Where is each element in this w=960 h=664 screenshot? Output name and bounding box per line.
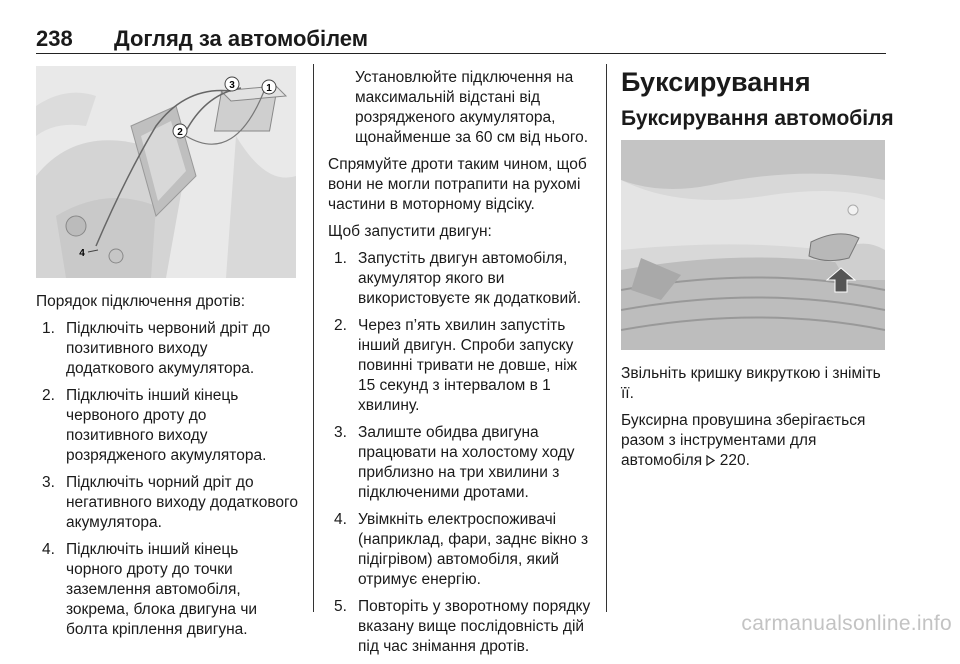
- header-rule: [36, 53, 886, 54]
- towing-eye-storage-text: Буксирна провушина зберігається разом з інструментами для автомобіля 220.: [621, 412, 866, 469]
- engine-bay-illustration: [36, 66, 296, 278]
- wiring-steps-list: [36, 319, 298, 640]
- list-item: 4. Увімкніть електроспоживачі (наприклад, фари, заднє вікно з підігрівом) автомобіля, який отримує енергію.: [334, 511, 589, 588]
- figure-label-3: 3: [229, 80, 235, 91]
- towing-eye-cover-figure: [621, 140, 885, 350]
- list-item: 2. Підключіть інший кінець червоного дроту до позитивного виходу розрядженого акумулятора.: [42, 387, 267, 464]
- figure-label-4: 4: [79, 248, 85, 259]
- list-item: 3. Підключіть чорний дріт до негативного виходу додаткового акумулятора.: [42, 474, 298, 531]
- column-divider-right: [606, 64, 607, 612]
- subsection-title: Буксирування автомобіля: [621, 107, 894, 130]
- bumper-illustration: [621, 140, 885, 350]
- list-item: 1. Запустіть двигун автомобіля, акумулятор якого ви використовуєте як додатковий.: [334, 250, 582, 307]
- column-2-text: [328, 68, 598, 664]
- continuation-text: Установлюйте підключення на максимальній відстані від розрядженого акумулятора, щонайменше за 60 см від нього.: [355, 69, 589, 146]
- list-item: 5. Повторіть у зворотному порядку вказану вище послідовність дій під час знімання дротів.: [334, 598, 591, 655]
- column-divider-left: [313, 64, 314, 612]
- arrow-reference-icon: [706, 452, 715, 463]
- column-3-text: [621, 364, 887, 478]
- figure-label-1: 1: [266, 83, 272, 94]
- page-header: [36, 26, 886, 52]
- chapter-title: Догляд за автомобілем: [114, 26, 369, 51]
- page-number: 238: [36, 26, 73, 51]
- start-engine-intro: Щоб запустити двигун:: [328, 223, 492, 240]
- list-item: 3. Залиште обидва двигуна працювати на холостому ходу приблизно на три хвилини з підключеними дротами.: [334, 424, 575, 501]
- watermark: carmanualsonline.info: [741, 612, 952, 635]
- remove-cover-text: Звільніть кришку викруткою і зніміть її.: [621, 365, 881, 402]
- start-engine-steps-list: [328, 249, 598, 657]
- battery-jump-start-figure: [36, 66, 296, 278]
- page-reference[interactable]: 220.: [719, 452, 750, 469]
- section-title: Буксирування: [621, 67, 811, 97]
- list-item: 1. Підключіть червоний дріт до позитивного виходу додаткового акумулятора.: [42, 320, 271, 377]
- cable-routing-text: Спрямуйте дроти таким чином, щоб вони не могли потрапити на рухомі частини в моторному відсіку.: [328, 156, 587, 213]
- column-1-text: [36, 292, 298, 647]
- list-item: 4. Підключіть інший кінець чорного дроту до точки заземлення автомобіля, зокрема, блока двигуна чи болта кріплення двигуна.: [42, 541, 258, 638]
- list-item: 2. Через п’ять хвилин запустіть інший двигун. Спроби запуску повинні тривати не довше, ніж 15 секунд з інтервалом в 1 хвилину.: [334, 317, 577, 414]
- figure-label-2: 2: [177, 127, 183, 138]
- wiring-order-intro: Порядок підключення дротів:: [36, 293, 246, 310]
